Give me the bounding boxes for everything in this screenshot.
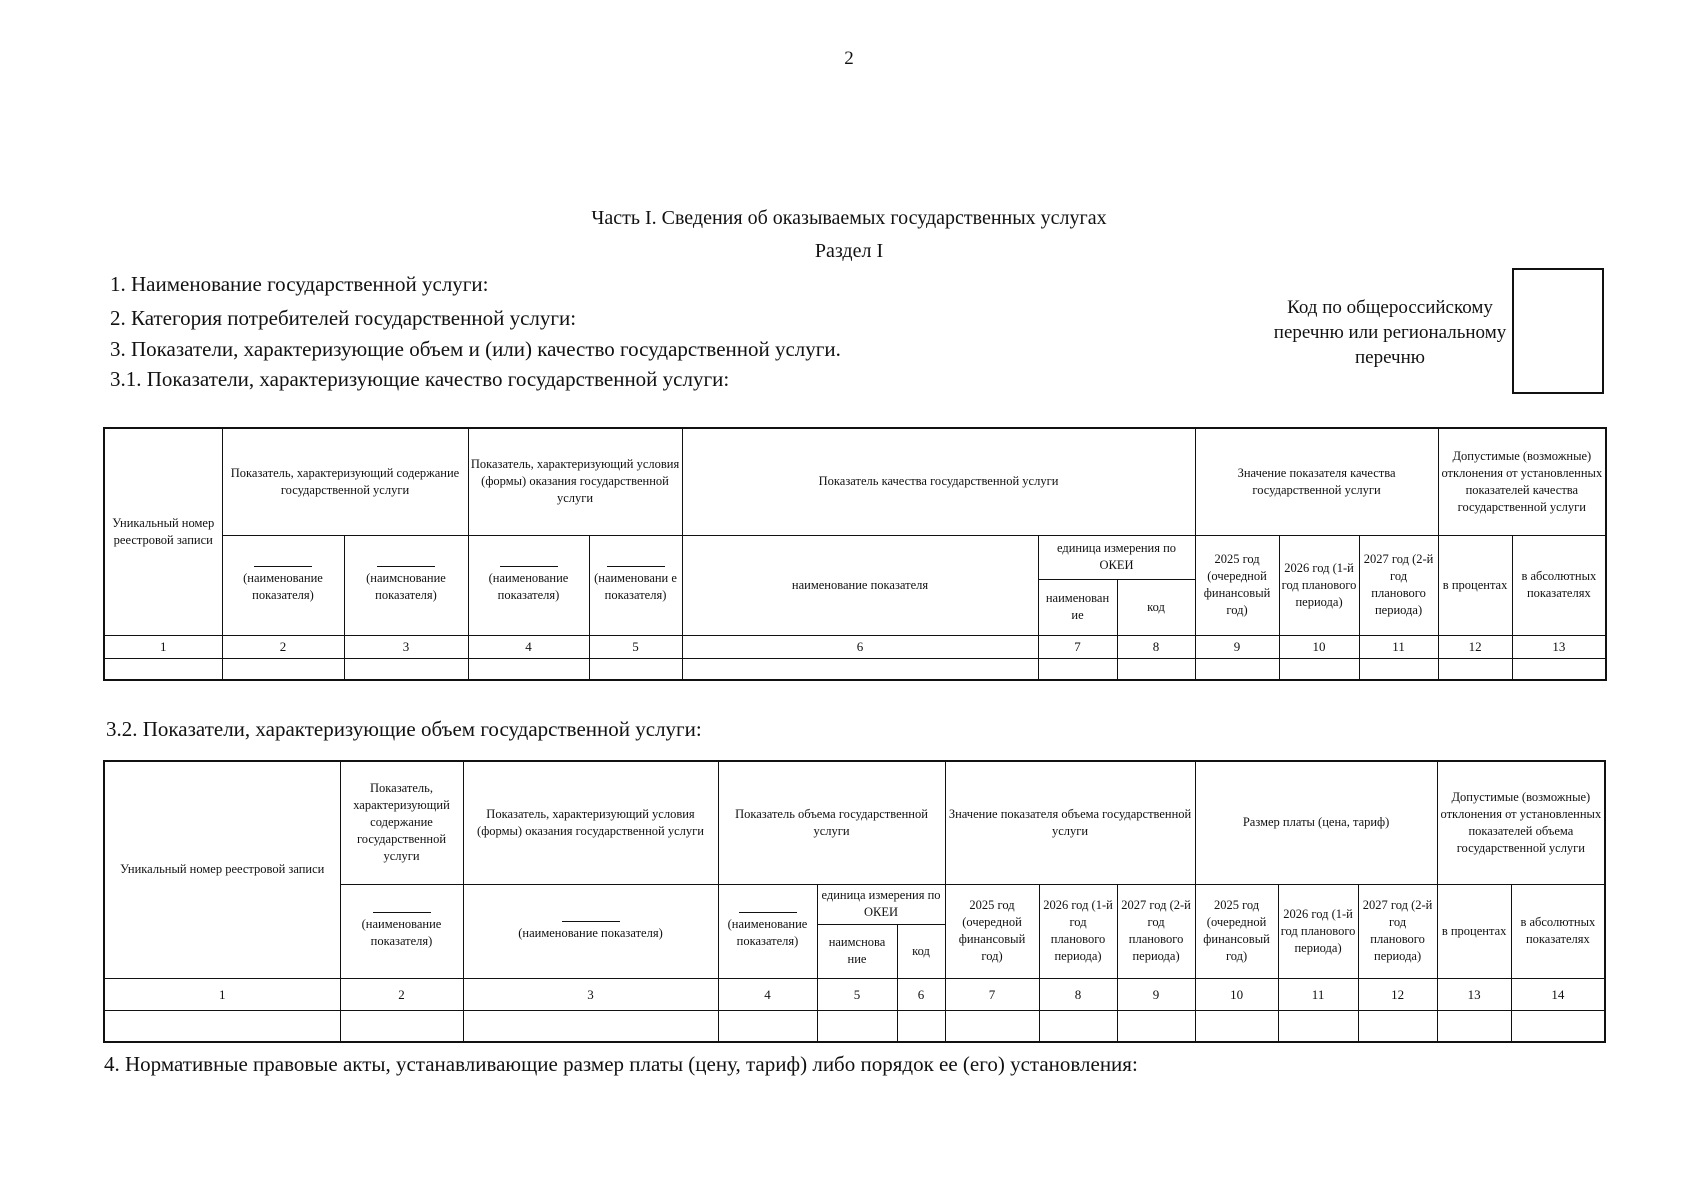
subheader-okei-name: наимснова ние — [817, 924, 897, 978]
subheader-year-2027: 2027 год (2-й год планового периода) — [1359, 535, 1438, 635]
subheader-volume-name: (наименование показателя) — [718, 884, 817, 978]
subheader-value-2025: 2025 год (очередной финансовый год) — [945, 884, 1039, 978]
column-number: 12 — [1358, 978, 1437, 1010]
empty-cell — [1279, 658, 1359, 680]
volume-table — [103, 760, 1606, 1043]
empty-cell — [817, 1010, 897, 1042]
empty-cell — [222, 658, 344, 680]
empty-cell — [682, 658, 1038, 680]
subheader-content-name-1: (наименование показателя) — [222, 535, 344, 635]
column-number: 2 — [222, 635, 344, 658]
code-label: Код по общероссийскому перечню или региональному перечню — [1273, 297, 1507, 368]
code-box — [1512, 268, 1604, 394]
empty-cell — [1038, 658, 1117, 680]
column-number: 8 — [1039, 978, 1117, 1010]
header-quality-indicator: Показатель качества государственной услуги — [682, 428, 1195, 535]
subheader-absolute: в абсолютных показателях — [1512, 535, 1606, 635]
subheader-percent: в процентах — [1438, 535, 1512, 635]
empty-cell — [104, 1010, 340, 1042]
subheader-okei-code: код — [1117, 579, 1195, 635]
header-volume-indicator: Показатель объема государственной услуги — [718, 761, 945, 884]
subheader-okei: единица измерения по ОКЕИ — [1038, 535, 1195, 579]
column-number: 3 — [344, 635, 468, 658]
header-unique-number: Уникальный номер реестровой записи — [104, 761, 340, 978]
header-conditions-indicator: Показатель, характеризующий условия (формы) оказания государственной услуги — [463, 761, 718, 884]
subheader-year-2026: 2026 год (1-й год планового периода) — [1279, 535, 1359, 635]
item-service-name: 1. Наименование государственной услуги: — [110, 272, 489, 296]
empty-cell — [1117, 658, 1195, 680]
table-row — [104, 658, 1606, 680]
subheader-fee-2025: 2025 год (очередной финансовый год) — [1195, 884, 1278, 978]
empty-cell — [1437, 1010, 1511, 1042]
section-title: Раздел I — [814, 240, 884, 262]
column-number: 12 — [1438, 635, 1512, 658]
empty-cell — [1438, 658, 1512, 680]
column-number: 8 — [1117, 635, 1195, 658]
subheader-year-2025: 2025 год (очередной финансовый год) — [1195, 535, 1279, 635]
subheader-indicator-name: наименование показателя — [682, 535, 1038, 635]
column-number: 5 — [589, 635, 682, 658]
header-volume-value: Значение показателя объема государственной услуги — [945, 761, 1195, 884]
subheader-fee-2027: 2027 год (2-й год планового периода) — [1358, 884, 1437, 978]
header-deviation: Допустимые (возможные) отклонения от установленных показателей качества государственной услуги — [1438, 428, 1606, 535]
column-number: 14 — [1511, 978, 1605, 1010]
column-number: 9 — [1117, 978, 1195, 1010]
empty-cell — [1117, 1010, 1195, 1042]
subheader-conditions-name-1: (наименование показателя) — [468, 535, 589, 635]
part-title: Часть I. Сведения об оказываемых государственных услугах — [591, 207, 1107, 229]
column-number: 4 — [718, 978, 817, 1010]
empty-cell — [104, 658, 222, 680]
column-number: 7 — [945, 978, 1039, 1010]
subheader-value-2027: 2027 год (2-й год планового периода) — [1117, 884, 1195, 978]
column-number: 6 — [682, 635, 1038, 658]
empty-cell — [718, 1010, 817, 1042]
item-quality-indicators: 3.1. Показатели, характеризующие качество государственной услуги: — [110, 367, 730, 391]
header-unique-number: Уникальный номер реестровой записи — [104, 428, 222, 635]
item-legal-acts: 4. Нормативные правовые акты, устанавливающие размер платы (цену, тариф) либо порядок ее (его) установления: — [104, 1052, 1138, 1076]
column-number: 5 — [817, 978, 897, 1010]
subheader-okei-code: код — [897, 924, 945, 978]
empty-cell — [1511, 1010, 1605, 1042]
subheader-content-name-2: (наимснование показателя) — [344, 535, 468, 635]
header-content-indicator: Показатель, характеризующий содержание государственной услуги — [222, 428, 468, 535]
subheader-content-name: (наименование показателя) — [340, 884, 463, 978]
column-number: 4 — [468, 635, 589, 658]
empty-cell — [1195, 658, 1279, 680]
column-number: 1 — [104, 635, 222, 658]
column-number: 10 — [1195, 978, 1278, 1010]
subheader-conditions-name: (наименование показателя) — [463, 884, 718, 978]
quality-table — [103, 427, 1607, 681]
column-number: 1 — [104, 978, 340, 1010]
column-number: 10 — [1279, 635, 1359, 658]
subheader-okei: единица измерения по ОКЕИ — [817, 884, 945, 924]
empty-cell — [344, 658, 468, 680]
item-consumer-category: 2. Категория потребителей государственной услуги: — [110, 306, 577, 330]
column-number: 13 — [1512, 635, 1606, 658]
column-number: 9 — [1195, 635, 1279, 658]
header-fee: Размер платы (цена, тариф) — [1195, 761, 1437, 884]
table-row — [104, 1010, 1605, 1042]
empty-cell — [1359, 658, 1438, 680]
item-volume-indicators: 3.2. Показатели, характеризующие объем государственной услуги: — [106, 717, 702, 741]
column-number: 11 — [1359, 635, 1438, 658]
column-number: 11 — [1278, 978, 1358, 1010]
column-number: 6 — [897, 978, 945, 1010]
empty-cell — [340, 1010, 463, 1042]
empty-cell — [945, 1010, 1039, 1042]
column-number: 2 — [340, 978, 463, 1010]
empty-cell — [463, 1010, 718, 1042]
header-deviation: Допустимые (возможные) отклонения от установленных показателей объема государственной услуги — [1437, 761, 1605, 884]
subheader-fee-2026: 2026 год (1-й год планового периода) — [1278, 884, 1358, 978]
empty-cell — [1512, 658, 1606, 680]
column-number: 3 — [463, 978, 718, 1010]
page-number: 2 — [844, 48, 854, 69]
empty-cell — [589, 658, 682, 680]
empty-cell — [1358, 1010, 1437, 1042]
empty-cell — [1195, 1010, 1278, 1042]
header-content-indicator: Показатель, характеризующий содержание государственной услуги — [340, 761, 463, 884]
header-conditions-indicator: Показатель, характеризующий условия (формы) оказания государственной услуги — [468, 428, 682, 535]
empty-cell — [468, 658, 589, 680]
empty-cell — [1039, 1010, 1117, 1042]
column-number: 7 — [1038, 635, 1117, 658]
subheader-percent: в процентах — [1437, 884, 1511, 978]
subheader-conditions-name-2: (наименовани е показателя) — [589, 535, 682, 635]
subheader-absolute: в абсолютных показателях — [1511, 884, 1605, 978]
empty-cell — [1278, 1010, 1358, 1042]
item-indicators: 3. Показатели, характеризующие объем и (или) качество государственной услуги. — [110, 337, 841, 361]
subheader-value-2026: 2026 год (1-й год планового периода) — [1039, 884, 1117, 978]
column-number: 13 — [1437, 978, 1511, 1010]
subheader-okei-name: наименован ие — [1038, 579, 1117, 635]
empty-cell — [897, 1010, 945, 1042]
header-quality-value: Значение показателя качества государственной услуги — [1195, 428, 1438, 535]
